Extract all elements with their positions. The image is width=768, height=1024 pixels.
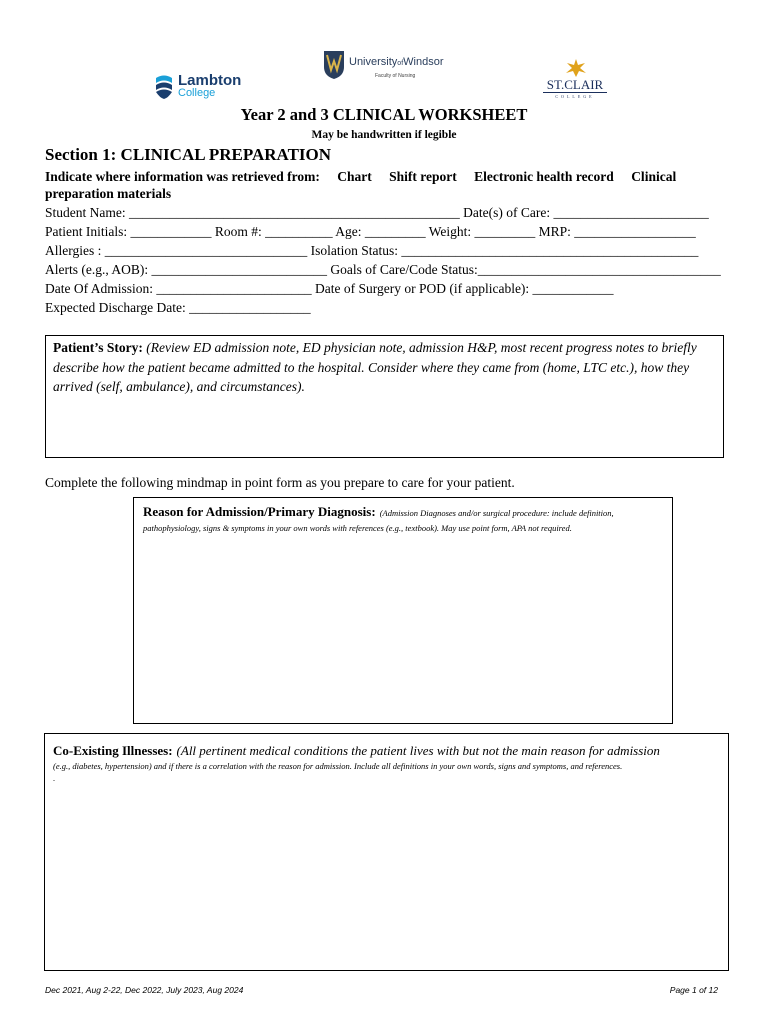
coexisting-instructions-detail: (e.g., diabetes, hypertension) and if there is a correlation with the reason for admission. Include all definitions in your own words, signs and symptoms, and references. bbox=[53, 761, 623, 771]
co-existing-illnesses-box[interactable] bbox=[44, 733, 729, 971]
reason-for-admission-box[interactable] bbox=[133, 497, 673, 724]
field-row-discharge-date[interactable]: Expected Discharge Date: __________________ bbox=[45, 300, 311, 315]
st-clair-college-logo bbox=[543, 58, 607, 102]
lambton-college-logo bbox=[154, 72, 254, 102]
mindmap-instructions: Complete the following mindmap in point form as you prepare to care for your patient. bbox=[45, 475, 515, 490]
patient-story-box[interactable] bbox=[45, 335, 724, 458]
page-number: Page 1 of 12 bbox=[669, 985, 718, 995]
source-option-chart: Chart bbox=[337, 169, 372, 184]
information-source-label: Indicate where information was retrieved from: bbox=[45, 169, 320, 184]
reason-instructions: (Admission Diagnoses and/or surgical procedure: include definition, pathophysiology, signs & symptoms in your own words with references (e.g., textbook). May use point form, APA not required. bbox=[143, 508, 614, 533]
section-title: Section 1: CLINICAL PREPARATION bbox=[45, 145, 332, 164]
uwindsor-shield-icon bbox=[323, 50, 345, 80]
field-row-patient-initials[interactable]: Patient Initials: ____________ Room #: __________ Age: _________ Weight: _________ MRP: __________________ bbox=[45, 224, 696, 239]
uwindsor-name: UniversityofWindsor bbox=[349, 56, 444, 68]
source-option-shift-report: Shift report bbox=[389, 169, 457, 184]
source-option-ehr: Electronic health record bbox=[474, 169, 614, 184]
patient-info-fields bbox=[45, 203, 745, 317]
patient-story-label: Patient’s Story: bbox=[53, 340, 143, 355]
field-row-alerts[interactable]: Alerts (e.g., AOB): __________________________ Goals of Care/Code Status:____________________________________ bbox=[45, 262, 721, 277]
st-clair-name: ST.CLAIR bbox=[543, 78, 607, 93]
lambton-sub: College bbox=[178, 87, 216, 99]
lambton-mark-icon bbox=[154, 74, 174, 100]
coexisting-instructions-main: (All pertinent medical conditions the patient lives with but not the main reason for admission bbox=[176, 743, 660, 758]
field-row-admission-date[interactable]: Date Of Admission: _______________________ Date of Surgery or POD (if applicable): ____________ bbox=[45, 281, 614, 296]
uwindsor-faculty: Faculty of Nursing bbox=[375, 73, 416, 79]
source-option-clinical-materials: Clinical preparation materials bbox=[45, 169, 677, 201]
st-clair-sub: COLLEGE bbox=[555, 94, 595, 99]
field-row-student-name[interactable]: Student Name: _________________________________________________ Date(s) of Care: _______________________ bbox=[45, 205, 709, 220]
reason-label: Reason for Admission/Primary Diagnosis: bbox=[143, 504, 376, 519]
st-clair-star-icon bbox=[565, 58, 587, 78]
patient-story-instructions: (Review ED admission note, ED physician note, admission H&P, most recent progress notes to briefly describe how the patient became admitted to the hospital. Consider where they came from (home, LTC etc.), how they arrived (self, ambulance), and circumstances). bbox=[53, 340, 697, 394]
university-of-windsor-logo bbox=[323, 50, 453, 84]
revision-dates: Dec 2021, Aug 2-22, Dec 2022, July 2023, Aug 2024 bbox=[45, 985, 244, 995]
lambton-name: Lambton bbox=[178, 72, 242, 89]
information-source-line bbox=[45, 168, 725, 202]
worksheet-title: Year 2 and 3 CLINICAL WORKSHEET bbox=[240, 105, 528, 124]
worksheet-subtitle: May be handwritten if legible bbox=[311, 129, 457, 141]
coexisting-label: Co-Existing Illnesses: bbox=[53, 743, 173, 758]
field-row-allergies[interactable]: Allergies : ______________________________ Isolation Status: ____________________________________________ bbox=[45, 243, 699, 258]
coexisting-dot: . bbox=[53, 774, 55, 783]
